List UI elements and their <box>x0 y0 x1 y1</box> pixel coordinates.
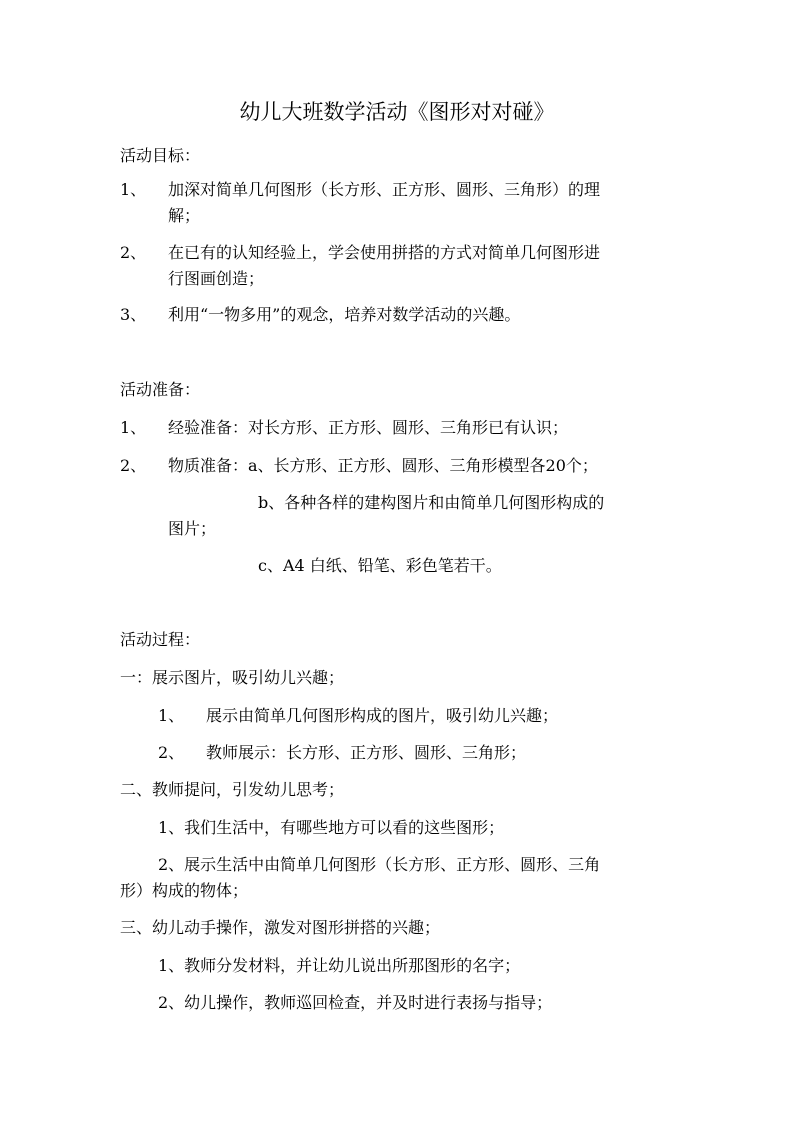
goal-item-1-line-1: 加深对简单几何图形（长方形、正方形、圆形、三角形）的理 <box>168 180 601 199</box>
prep-item-1-number: 1、 <box>120 418 147 437</box>
goal-item-2-line-2: 行图画创造； <box>168 269 265 288</box>
goal-item-3-line-1: 利用“一物多用”的观念，培养对数学活动的兴趣。 <box>168 305 521 324</box>
process-section-2-title: 二、教师提问，引发幼儿思考； <box>120 780 345 799</box>
prep-item-2-b-line-2: 图片； <box>168 519 217 538</box>
goal-item-3-number: 3、 <box>120 305 147 324</box>
process-section-1-item-1-number: 1、 <box>158 706 185 725</box>
prep-item-2-number: 2、 <box>120 456 147 475</box>
prep-item-1-text: 经验准备：对长方形、正方形、圆形、三角形已有认识； <box>168 418 569 437</box>
process-section-1-item-1-text: 展示由简单几何图形构成的图片，吸引幼儿兴趣； <box>206 706 559 725</box>
process-section-1-item-2-number: 2、 <box>158 743 185 762</box>
process-section-2-item-1: 1、我们生活中，有哪些地方可以看的这些图形； <box>158 818 505 837</box>
goal-item-2-number: 2、 <box>120 243 147 262</box>
process-section-2-item-2-line-2: 形）构成的物体； <box>120 881 249 900</box>
goal-item-1-line-2: 解； <box>168 206 201 225</box>
process-heading: 活动过程： <box>120 630 201 649</box>
goal-item-2-line-1: 在已有的认知经验上，学会使用拼搭的方式对简单几何图形进 <box>168 243 601 262</box>
process-section-2-item-2-line-1: 2、展示生活中由简单几何图形（长方形、正方形、圆形、三角 <box>158 855 601 874</box>
goal-item-1-number: 1、 <box>120 180 147 199</box>
process-section-3-item-2: 2、幼儿操作，教师巡回检查，并及时进行表扬与指导； <box>158 993 553 1012</box>
prep-item-2-b-line-1: b、各种各样的建构图片和由简单几何图形构成的 <box>258 493 605 512</box>
process-section-3-title: 三、幼儿动手操作，激发对图形拼搭的兴趣； <box>120 918 441 937</box>
process-section-3-item-1: 1、教师分发材料，并让幼儿说出所那图形的名字； <box>158 956 521 975</box>
goals-heading: 活动目标： <box>120 146 201 165</box>
prep-item-2-c-line: c、A4 白纸、铅笔、彩色笔若干。 <box>258 556 502 575</box>
prep-heading: 活动准备： <box>120 380 201 399</box>
process-section-1-item-2-text: 教师展示：长方形、正方形、圆形、三角形； <box>206 743 527 762</box>
page-title: 幼儿大班数学活动《图形对对碰》 <box>239 100 555 124</box>
process-section-1-title: 一：展示图片，吸引幼儿兴趣； <box>120 668 345 687</box>
prep-item-2-text: 物质准备：a、长方形、正方形、圆形、三角形模型各20个； <box>168 456 598 475</box>
